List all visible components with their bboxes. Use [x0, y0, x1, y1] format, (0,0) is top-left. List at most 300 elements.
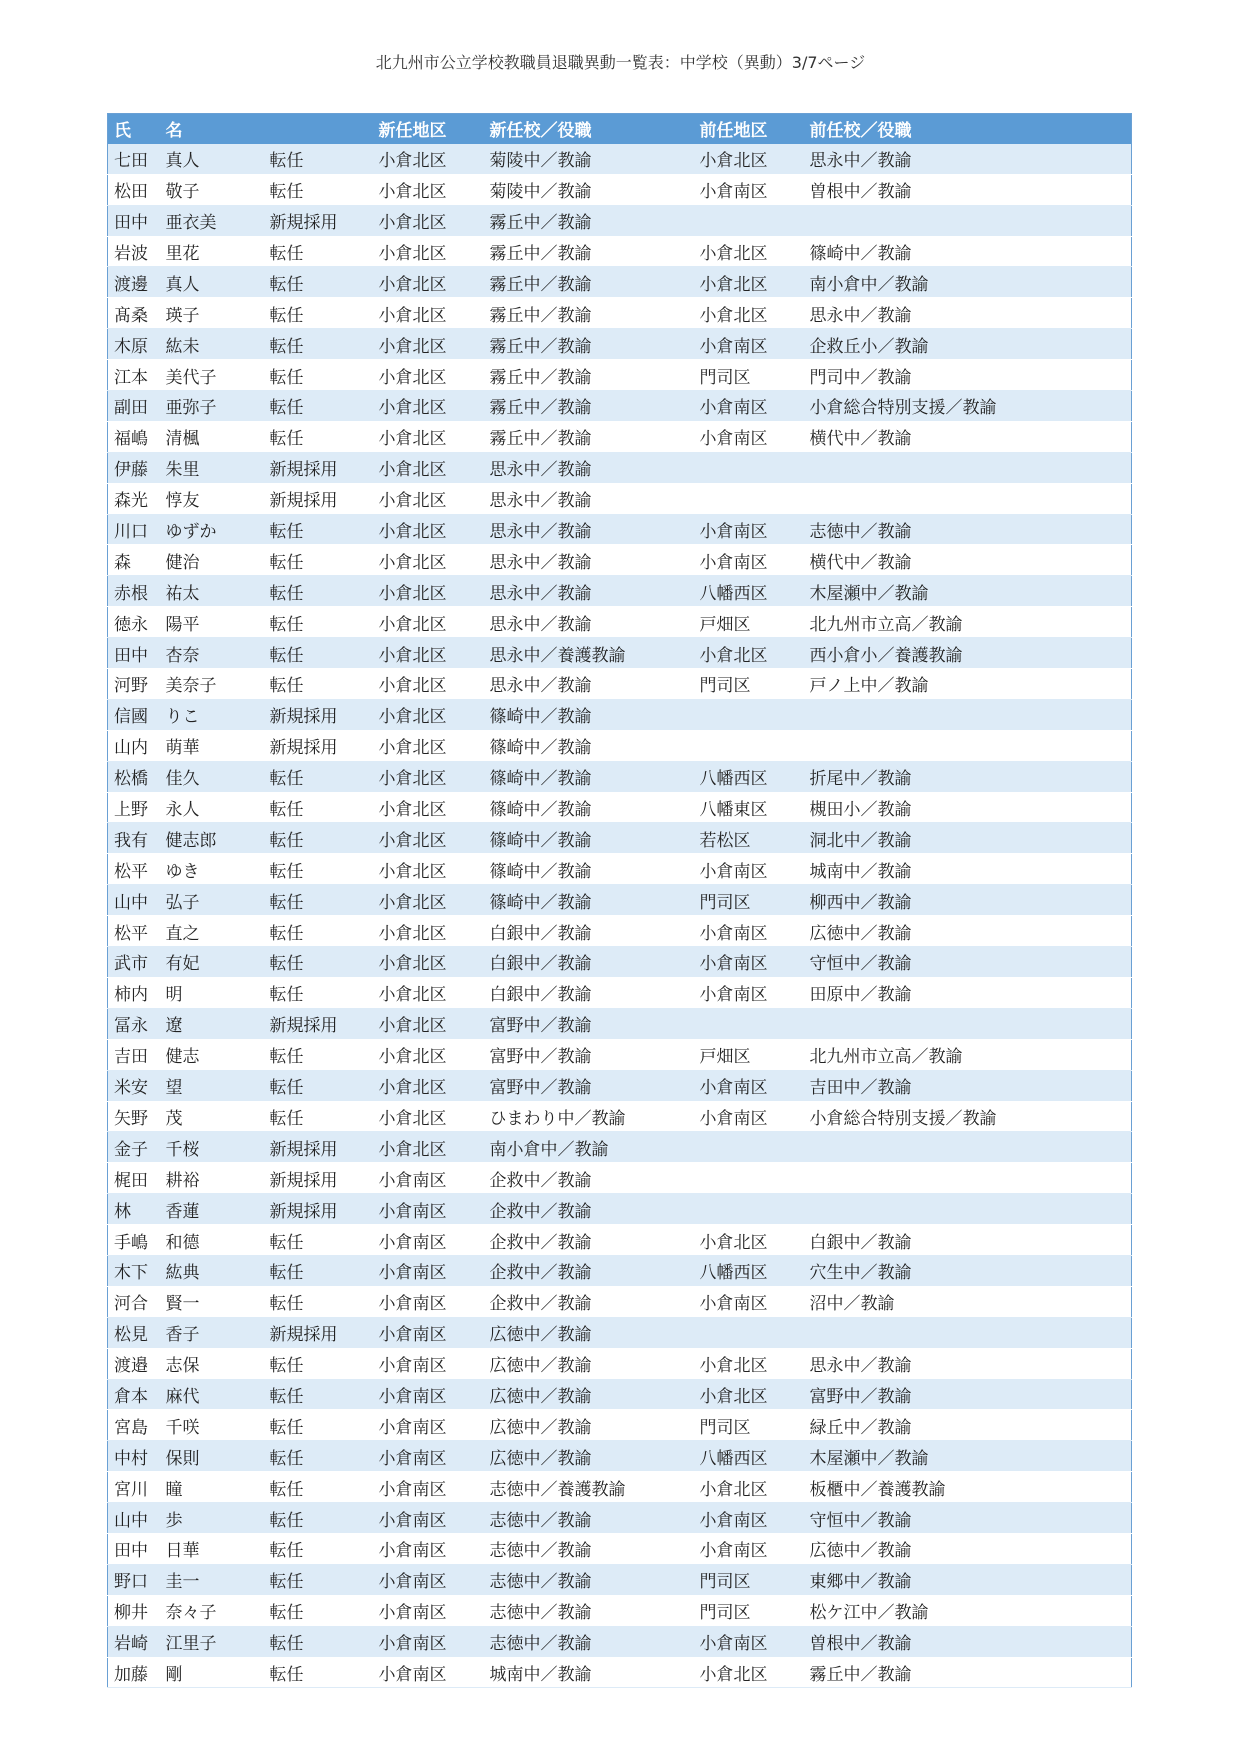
transfer-type-cell: 転任	[264, 854, 373, 885]
table-row	[108, 545, 1132, 576]
given-name-cell: 千桜	[160, 1132, 264, 1163]
new-district-cell: 小倉北区	[373, 267, 484, 298]
previous-school-role-cell: 田原中／教諭	[804, 977, 1132, 1008]
previous-district-cell: 小倉南区	[694, 1101, 804, 1132]
previous-school-role-cell: 折尾中／教諭	[804, 761, 1132, 792]
new-district-cell: 小倉北区	[373, 669, 484, 700]
new-district-cell: 小倉北区	[373, 329, 484, 360]
new-school-role-cell: 篠崎中／教諭	[484, 730, 694, 761]
previous-district-cell: 小倉北区	[694, 1379, 804, 1410]
given-name-cell: 圭一	[160, 1564, 264, 1595]
given-name-cell: 賢一	[160, 1286, 264, 1317]
table-row	[108, 885, 1132, 916]
header-previous-school-role: 前任校／役職	[809, 121, 912, 142]
new-school-role-cell: 菊陵中／教諭	[484, 174, 694, 205]
table-row	[108, 205, 1132, 236]
transfer-type-cell: 転任	[264, 1626, 373, 1657]
table-row	[108, 1070, 1132, 1101]
new-school-role-cell: 企救中／教諭	[484, 1286, 694, 1317]
new-school-role-cell: 思永中／教諭	[484, 669, 694, 700]
family-name-cell: 林	[108, 1194, 160, 1225]
new-school-role-cell: 霧丘中／教諭	[484, 391, 694, 422]
table-row	[108, 1626, 1132, 1657]
family-name-cell: 木下	[108, 1255, 160, 1286]
given-name-cell: 清楓	[160, 421, 264, 452]
previous-district-cell: 八幡西区	[694, 1255, 804, 1286]
family-name-cell: 武市	[108, 947, 160, 978]
new-district-cell: 小倉北区	[373, 545, 484, 576]
given-name-cell: 佳久	[160, 761, 264, 792]
previous-district-cell: 小倉南区	[694, 977, 804, 1008]
given-name-cell: 里花	[160, 236, 264, 267]
new-school-role-cell: 篠崎中／教諭	[484, 761, 694, 792]
family-name-cell: 徳永	[108, 607, 160, 638]
previous-school-role-cell	[804, 483, 1132, 514]
table-row	[108, 267, 1132, 298]
new-school-role-cell: 白銀中／教諭	[484, 916, 694, 947]
family-name-cell: 森	[108, 545, 160, 576]
new-school-role-cell: 志徳中／教諭	[484, 1533, 694, 1564]
transfer-type-cell: 転任	[264, 1564, 373, 1595]
new-school-role-cell: 広徳中／教諭	[484, 1410, 694, 1441]
table-row	[108, 1657, 1132, 1688]
previous-school-role-cell	[804, 1163, 1132, 1194]
table-row	[108, 298, 1132, 329]
previous-district-cell: 小倉北区	[694, 1348, 804, 1379]
table-row	[108, 1039, 1132, 1070]
new-district-cell: 小倉北区	[373, 730, 484, 761]
previous-district-cell: 小倉北区	[694, 638, 804, 669]
given-name-cell: 惇友	[160, 483, 264, 514]
previous-school-role-cell: 沼中／教諭	[804, 1286, 1132, 1317]
table-row	[108, 391, 1132, 422]
header-new-district: 新任地区	[378, 121, 447, 142]
previous-school-role-cell: 板櫃中／養護教諭	[804, 1472, 1132, 1503]
previous-school-role-cell	[804, 730, 1132, 761]
given-name-cell: 歩	[160, 1503, 264, 1534]
transfer-type-cell: 転任	[264, 1348, 373, 1379]
given-name-cell: 奈々子	[160, 1595, 264, 1626]
table-row	[108, 1564, 1132, 1595]
family-name-cell: 森光	[108, 483, 160, 514]
new-school-role-cell: 霧丘中／教諭	[484, 205, 694, 236]
transfer-type-cell: 転任	[264, 669, 373, 700]
previous-school-role-cell: 霧丘中／教諭	[804, 1657, 1132, 1688]
previous-district-cell: 小倉北区	[694, 298, 804, 329]
given-name-cell: 直之	[160, 916, 264, 947]
transfer-type-cell: 転任	[264, 1472, 373, 1503]
given-name-cell: 香蓮	[160, 1194, 264, 1225]
family-name-cell: 木原	[108, 329, 160, 360]
table-row	[108, 1595, 1132, 1626]
new-school-role-cell: 霧丘中／教諭	[484, 298, 694, 329]
table-row	[108, 854, 1132, 885]
given-name-cell: 真人	[160, 267, 264, 298]
header-new-school-role: 新任校／役職	[489, 121, 592, 142]
new-school-role-cell: 企救中／教諭	[484, 1255, 694, 1286]
table-row	[108, 699, 1132, 730]
new-district-cell: 小倉北区	[373, 421, 484, 452]
family-name-cell: 河合	[108, 1286, 160, 1317]
new-school-role-cell: 思永中／教諭	[484, 576, 694, 607]
previous-school-role-cell: 北九州市立高／教諭	[804, 1039, 1132, 1070]
previous-district-cell: 小倉北区	[694, 144, 804, 174]
previous-district-cell	[694, 699, 804, 730]
family-name-cell: 河野	[108, 669, 160, 700]
transfer-type-cell: 転任	[264, 1286, 373, 1317]
transfer-type-cell: 新規採用	[264, 1194, 373, 1225]
transfer-type-cell: 転任	[264, 391, 373, 422]
header-given-name: 名	[165, 121, 183, 142]
table-row	[108, 947, 1132, 978]
table-row	[108, 1008, 1132, 1039]
previous-district-cell	[694, 452, 804, 483]
previous-district-cell: 戸畑区	[694, 1039, 804, 1070]
given-name-cell: 健志	[160, 1039, 264, 1070]
family-name-cell: 渡邉	[108, 1348, 160, 1379]
transfer-type-cell: 転任	[264, 761, 373, 792]
family-name-cell: 宮島	[108, 1410, 160, 1441]
transfer-type-cell: 転任	[264, 267, 373, 298]
previous-district-cell	[694, 205, 804, 236]
given-name-cell: 真人	[160, 144, 264, 174]
previous-school-role-cell: 北九州市立高／教諭	[804, 607, 1132, 638]
family-name-cell: 七田	[108, 144, 160, 174]
transfer-type-cell: 転任	[264, 947, 373, 978]
table-row	[108, 1317, 1132, 1348]
transfer-type-cell: 転任	[264, 1410, 373, 1441]
new-district-cell: 小倉北区	[373, 916, 484, 947]
new-district-cell: 小倉南区	[373, 1286, 484, 1317]
family-name-cell: 信國	[108, 699, 160, 730]
previous-district-cell: 小倉南区	[694, 421, 804, 452]
new-district-cell: 小倉南区	[373, 1564, 484, 1595]
family-name-cell: 中村	[108, 1441, 160, 1472]
given-name-cell: 遼	[160, 1008, 264, 1039]
table-row	[108, 1379, 1132, 1410]
given-name-cell: 瞳	[160, 1472, 264, 1503]
transfer-type-cell: 転任	[264, 1533, 373, 1564]
personnel-table	[107, 113, 1132, 1688]
new-district-cell: 小倉北区	[373, 977, 484, 1008]
new-district-cell: 小倉南区	[373, 1595, 484, 1626]
previous-school-role-cell: 城南中／教諭	[804, 854, 1132, 885]
new-district-cell: 小倉南区	[373, 1657, 484, 1688]
previous-school-role-cell: 篠崎中／教諭	[804, 236, 1132, 267]
previous-district-cell: 八幡西区	[694, 761, 804, 792]
table-row	[108, 761, 1132, 792]
given-name-cell: 亜衣美	[160, 205, 264, 236]
previous-school-role-cell: 曽根中／教諭	[804, 1626, 1132, 1657]
previous-school-role-cell: 西小倉小／養護教諭	[804, 638, 1132, 669]
previous-district-cell	[694, 483, 804, 514]
transfer-type-cell: 転任	[264, 174, 373, 205]
new-district-cell: 小倉北区	[373, 1132, 484, 1163]
previous-school-role-cell: 企救丘小／教諭	[804, 329, 1132, 360]
given-name-cell: 陽平	[160, 607, 264, 638]
previous-district-cell: 門司区	[694, 669, 804, 700]
given-name-cell: 永人	[160, 792, 264, 823]
given-name-cell: 和德	[160, 1225, 264, 1256]
previous-district-cell: 門司区	[694, 885, 804, 916]
new-district-cell: 小倉北区	[373, 205, 484, 236]
new-school-role-cell: 思永中／教諭	[484, 607, 694, 638]
new-school-role-cell: 城南中／教諭	[484, 1657, 694, 1688]
family-name-cell: 松平	[108, 854, 160, 885]
family-name-cell: 山中	[108, 885, 160, 916]
given-name-cell: 萌華	[160, 730, 264, 761]
new-school-role-cell: 富野中／教諭	[484, 1070, 694, 1101]
new-school-role-cell: 篠崎中／教諭	[484, 854, 694, 885]
transfer-type-cell: 転任	[264, 1595, 373, 1626]
transfer-type-cell: 新規採用	[264, 699, 373, 730]
given-name-cell: 千咲	[160, 1410, 264, 1441]
new-school-role-cell: 広徳中／教諭	[484, 1441, 694, 1472]
previous-district-cell: 小倉北区	[694, 1657, 804, 1688]
new-district-cell: 小倉北区	[373, 792, 484, 823]
previous-school-role-cell: 志徳中／教諭	[804, 514, 1132, 545]
new-school-role-cell: ひまわり中／教諭	[484, 1101, 694, 1132]
given-name-cell: 敬子	[160, 174, 264, 205]
new-district-cell: 小倉北区	[373, 452, 484, 483]
new-school-role-cell: 広徳中／教諭	[484, 1317, 694, 1348]
previous-district-cell: 戸畑区	[694, 607, 804, 638]
transfer-type-cell: 転任	[264, 885, 373, 916]
given-name-cell: 志保	[160, 1348, 264, 1379]
given-name-cell: 日華	[160, 1533, 264, 1564]
new-district-cell: 小倉南区	[373, 1626, 484, 1657]
new-school-role-cell: 篠崎中／教諭	[484, 792, 694, 823]
family-name-cell: 田中	[108, 205, 160, 236]
transfer-type-cell: 転任	[264, 545, 373, 576]
previous-district-cell: 小倉南区	[694, 916, 804, 947]
new-school-role-cell: 霧丘中／教諭	[484, 329, 694, 360]
family-name-cell: 松平	[108, 916, 160, 947]
transfer-type-cell: 転任	[264, 1225, 373, 1256]
new-school-role-cell: 篠崎中／教諭	[484, 823, 694, 854]
table-row	[108, 421, 1132, 452]
new-district-cell: 小倉北区	[373, 1039, 484, 1070]
new-school-role-cell: 思永中／教諭	[484, 452, 694, 483]
family-name-cell: 梶田	[108, 1163, 160, 1194]
new-district-cell: 小倉南区	[373, 1472, 484, 1503]
new-district-cell: 小倉北区	[373, 638, 484, 669]
previous-district-cell: 小倉北区	[694, 1225, 804, 1256]
previous-school-role-cell	[804, 699, 1132, 730]
given-name-cell: 明	[160, 977, 264, 1008]
given-name-cell: 朱里	[160, 452, 264, 483]
previous-school-role-cell	[804, 1317, 1132, 1348]
previous-district-cell: 小倉南区	[694, 514, 804, 545]
given-name-cell: 江里子	[160, 1626, 264, 1657]
table-row	[108, 514, 1132, 545]
previous-school-role-cell: 東郷中／教諭	[804, 1564, 1132, 1595]
previous-school-role-cell: 思永中／教諭	[804, 1348, 1132, 1379]
new-school-role-cell: 志徳中／教諭	[484, 1564, 694, 1595]
family-name-cell: 川口	[108, 514, 160, 545]
transfer-type-cell: 転任	[264, 977, 373, 1008]
new-school-role-cell: 志徳中／養護教諭	[484, 1472, 694, 1503]
previous-school-role-cell: 守恒中／教諭	[804, 1503, 1132, 1534]
previous-school-role-cell	[804, 1132, 1132, 1163]
previous-school-role-cell: 柳西中／教諭	[804, 885, 1132, 916]
new-school-role-cell: 企救中／教諭	[484, 1163, 694, 1194]
given-name-cell: 美奈子	[160, 669, 264, 700]
new-school-role-cell: 南小倉中／教諭	[484, 1132, 694, 1163]
table-row	[108, 916, 1132, 947]
transfer-type-cell: 転任	[264, 1255, 373, 1286]
table-row	[108, 607, 1132, 638]
previous-school-role-cell: 小倉総合特別支援／教諭	[804, 391, 1132, 422]
header-transfer-type	[264, 114, 373, 144]
transfer-type-cell: 転任	[264, 298, 373, 329]
given-name-cell: 有妃	[160, 947, 264, 978]
transfer-type-cell: 新規採用	[264, 1008, 373, 1039]
previous-district-cell: 小倉南区	[694, 174, 804, 205]
table-row	[108, 977, 1132, 1008]
new-district-cell: 小倉北区	[373, 298, 484, 329]
given-name-cell: 健治	[160, 545, 264, 576]
new-district-cell: 小倉北区	[373, 761, 484, 792]
table-row	[108, 669, 1132, 700]
family-name-cell: 福嶋	[108, 421, 160, 452]
new-school-role-cell: 思永中／教諭	[484, 483, 694, 514]
new-district-cell: 小倉南区	[373, 1533, 484, 1564]
previous-school-role-cell	[804, 205, 1132, 236]
new-school-role-cell: 富野中／教諭	[484, 1039, 694, 1070]
table-row	[108, 576, 1132, 607]
transfer-type-cell: 転任	[264, 607, 373, 638]
given-name-cell: 香子	[160, 1317, 264, 1348]
new-district-cell: 小倉北区	[373, 885, 484, 916]
new-district-cell: 小倉北区	[373, 576, 484, 607]
transfer-type-cell: 新規採用	[264, 1317, 373, 1348]
table-row	[108, 174, 1132, 205]
family-name-cell: 野口	[108, 1564, 160, 1595]
table-row	[108, 1533, 1132, 1564]
transfer-type-cell: 新規採用	[264, 1132, 373, 1163]
new-district-cell: 小倉南区	[373, 1441, 484, 1472]
previous-school-role-cell: 広徳中／教諭	[804, 916, 1132, 947]
new-school-role-cell: 志徳中／教諭	[484, 1626, 694, 1657]
given-name-cell: ゆき	[160, 854, 264, 885]
family-name-cell: 髙桑	[108, 298, 160, 329]
table-row	[108, 236, 1132, 267]
previous-school-role-cell: 小倉総合特別支援／教諭	[804, 1101, 1132, 1132]
transfer-type-cell: 転任	[264, 792, 373, 823]
family-name-cell: 副田	[108, 391, 160, 422]
table-row	[108, 1286, 1132, 1317]
previous-school-role-cell: 曽根中／教諭	[804, 174, 1132, 205]
given-name-cell: りこ	[160, 699, 264, 730]
transfer-type-cell: 転任	[264, 1441, 373, 1472]
previous-district-cell: 八幡東区	[694, 792, 804, 823]
transfer-type-cell: 転任	[264, 638, 373, 669]
previous-district-cell	[694, 1008, 804, 1039]
given-name-cell: 瑛子	[160, 298, 264, 329]
transfer-type-cell: 転任	[264, 1070, 373, 1101]
new-school-role-cell: 菊陵中／教諭	[484, 144, 694, 174]
table-row	[108, 792, 1132, 823]
previous-school-role-cell: 穴生中／教諭	[804, 1255, 1132, 1286]
family-name-cell: 田中	[108, 638, 160, 669]
previous-district-cell: 八幡西区	[694, 576, 804, 607]
given-name-cell: 紘典	[160, 1255, 264, 1286]
previous-district-cell: 小倉北区	[694, 1472, 804, 1503]
table-row	[108, 823, 1132, 854]
family-name-cell: 山中	[108, 1503, 160, 1534]
family-name-cell: 田中	[108, 1533, 160, 1564]
family-name-cell: 柳井	[108, 1595, 160, 1626]
table-row	[108, 360, 1132, 391]
family-name-cell: 上野	[108, 792, 160, 823]
table-body	[108, 144, 1132, 1688]
new-district-cell: 小倉北区	[373, 823, 484, 854]
new-school-role-cell: 思永中／教諭	[484, 514, 694, 545]
family-name-cell: 米安	[108, 1070, 160, 1101]
table-row	[108, 1472, 1132, 1503]
previous-district-cell	[694, 730, 804, 761]
previous-district-cell: 小倉南区	[694, 1070, 804, 1101]
new-school-role-cell: 思永中／教諭	[484, 545, 694, 576]
new-district-cell: 小倉北区	[373, 514, 484, 545]
family-name-cell: 吉田	[108, 1039, 160, 1070]
given-name-cell: 美代子	[160, 360, 264, 391]
family-name-cell: 柿内	[108, 977, 160, 1008]
transfer-type-cell: 転任	[264, 1039, 373, 1070]
new-district-cell: 小倉北区	[373, 236, 484, 267]
new-school-role-cell: 志徳中／教諭	[484, 1595, 694, 1626]
previous-district-cell: 若松区	[694, 823, 804, 854]
new-district-cell: 小倉南区	[373, 1410, 484, 1441]
table-row	[108, 483, 1132, 514]
given-name-cell: 望	[160, 1070, 264, 1101]
family-name-cell: 倉本	[108, 1379, 160, 1410]
new-district-cell: 小倉北区	[373, 1008, 484, 1039]
given-name-cell: 剛	[160, 1657, 264, 1688]
table-row	[108, 1348, 1132, 1379]
previous-district-cell: 小倉南区	[694, 545, 804, 576]
previous-district-cell: 八幡西区	[694, 1441, 804, 1472]
new-district-cell: 小倉北区	[373, 854, 484, 885]
previous-district-cell: 小倉南区	[694, 391, 804, 422]
new-school-role-cell: 白銀中／教諭	[484, 977, 694, 1008]
transfer-type-cell: 転任	[264, 576, 373, 607]
previous-district-cell: 小倉南区	[694, 1533, 804, 1564]
table-row	[108, 452, 1132, 483]
new-district-cell: 小倉南区	[373, 1348, 484, 1379]
new-district-cell: 小倉北区	[373, 1101, 484, 1132]
new-school-role-cell: 企救中／教諭	[484, 1194, 694, 1225]
family-name-cell: 手嶋	[108, 1225, 160, 1256]
previous-school-role-cell: 広徳中／教諭	[804, 1533, 1132, 1564]
previous-school-role-cell: 木屋瀬中／教諭	[804, 1441, 1132, 1472]
given-name-cell: 茂	[160, 1101, 264, 1132]
previous-district-cell: 小倉北区	[694, 236, 804, 267]
new-school-role-cell: 広徳中／教諭	[484, 1348, 694, 1379]
transfer-type-cell: 転任	[264, 421, 373, 452]
transfer-type-cell: 転任	[264, 823, 373, 854]
new-district-cell: 小倉南区	[373, 1255, 484, 1286]
family-name-cell: 岩波	[108, 236, 160, 267]
table-row	[108, 1410, 1132, 1441]
new-district-cell: 小倉北区	[373, 360, 484, 391]
family-name-cell: 金子	[108, 1132, 160, 1163]
previous-school-role-cell: 守恒中／教諭	[804, 947, 1132, 978]
transfer-type-cell: 転任	[264, 360, 373, 391]
table-row	[108, 1441, 1132, 1472]
family-name-cell: 矢野	[108, 1101, 160, 1132]
